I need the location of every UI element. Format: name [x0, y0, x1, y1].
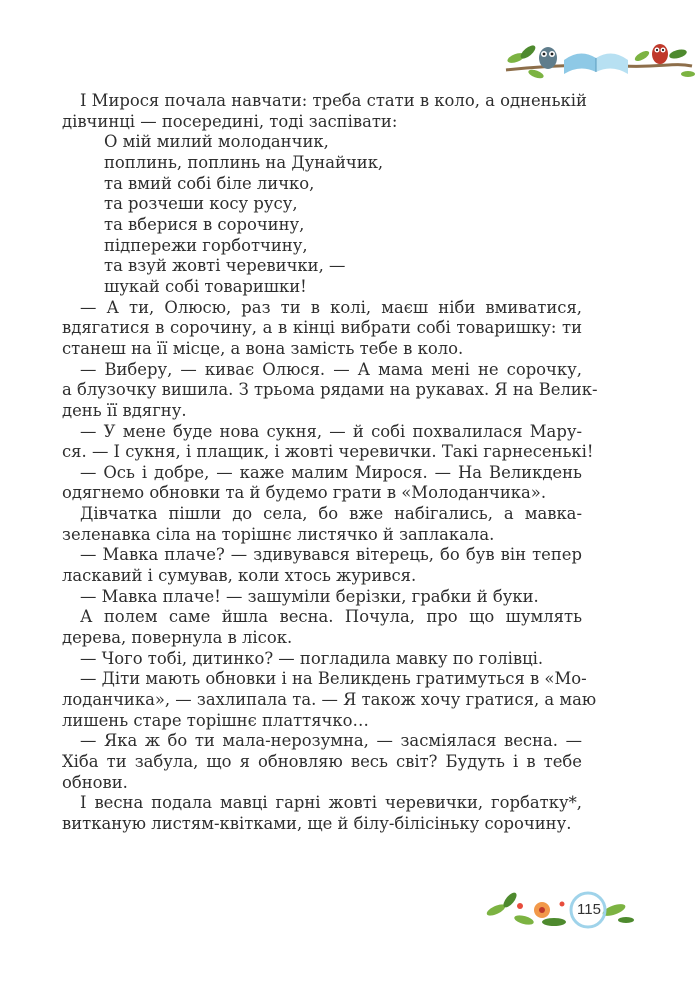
- poem-line: та розчеши косу русу,: [104, 194, 298, 214]
- text-line: зеленавка сіла на торішнє листячко й заплакала.: [62, 524, 495, 544]
- text-line: А полем саме йшла весна. Почула, про що шумлять: [80, 607, 582, 627]
- text-line: ся. — І сукня, і плащик, і жовті черевички. Такі гарнесенькі!: [62, 442, 594, 462]
- text-line: — Мавка плаче? — здивувався вітерець, бо був він тепер: [80, 545, 582, 565]
- text-line: дерева, повернула в лісок.: [62, 628, 293, 648]
- flower-icon: [517, 902, 565, 919]
- text-line: — Ось і добре, — каже малим Мирося. — На Великдень: [80, 462, 582, 482]
- poem-line: шукай собі товаришки!: [104, 276, 307, 296]
- text-line: станеш на її місце, а вона замість тебе в коло.: [62, 338, 464, 358]
- text-line: — Яка ж бо ти мала-нерозумна, — засміялася весна. —: [80, 731, 582, 751]
- text-line: лоданчика», — захлипала та. — Я також хочу гратися, а маю: [62, 690, 597, 710]
- page-number: 115: [577, 901, 601, 918]
- text-line: — Діти мають обновки і на Великдень гратимуться в «Мо-: [80, 669, 587, 689]
- text-line: ласкавий і сумував, коли хтось журився.: [62, 566, 417, 586]
- text-line: вдягатися в сорочину, а в кінці вибрати собі товаришку: ти: [62, 318, 582, 338]
- poem-line: О мій милий молоданчик,: [104, 132, 329, 152]
- poem-line: та взуй жовті черевички, —: [104, 256, 346, 276]
- text-line: лишень старе торішнє платтячко…: [62, 710, 369, 730]
- leaves-icon: [485, 891, 634, 927]
- bottom-decoration-flowers-illustration: [484, 880, 634, 932]
- text-line: витканую листям-квітками, ще й білу-білісіньку сорочину.: [62, 813, 572, 833]
- story-text: [62, 91, 598, 835]
- open-book-icon: [564, 53, 628, 74]
- poem-line: підпережи горботчину,: [104, 235, 308, 255]
- text-line: — Виберу, — киває Олюся. — А мама мені не сорочку,: [80, 359, 582, 379]
- red-owl-icon: [652, 44, 668, 64]
- owl-icon: [539, 47, 557, 69]
- text-line: — Мавка плаче! — зашуміли берізки, грабки й буки.: [80, 586, 539, 606]
- text-line: — Чого тобі, дитинко? — погладила мавку по голівці.: [80, 648, 544, 668]
- text-line: І весна подала мавці гарні жовті черевички, горбатку*,: [80, 793, 582, 813]
- poem-verse: [104, 132, 582, 297]
- text-line: а блузочку вишила. З трьома рядами на рукавах. Я на Велик-: [62, 380, 598, 400]
- text-line: одягнемо обновки та й будемо грати в «Молоданчика».: [62, 483, 547, 503]
- text-line: дівчинці — посередині, тоді заспівати:: [62, 111, 398, 131]
- text-line: І Мирося почала навчати: треба стати в коло, а одненькій: [80, 91, 587, 110]
- text-line: — А ти, Олюсю, раз ти в колі, маєш ніби вмиватися,: [80, 297, 582, 317]
- text-line: обнови.: [62, 772, 128, 792]
- poem-line: та вберися в сорочину,: [104, 214, 305, 234]
- top-decoration-branch-illustration: [502, 36, 695, 82]
- text-line: Дівчатка пішли до села, бо вже набігались, а мавка-: [80, 504, 582, 524]
- text-line: день її вдягну.: [62, 400, 187, 420]
- poem-line: поплинь, поплинь на Дунайчик,: [104, 152, 384, 172]
- text-line: — У мене буде нова сукня, — й собі похвалилася Мару-: [80, 421, 582, 441]
- poem-line: та вмий собі біле личко,: [104, 173, 315, 193]
- text-line: Хіба ти забула, що я обновляю весь світ? Будуть і в тебе: [62, 752, 582, 771]
